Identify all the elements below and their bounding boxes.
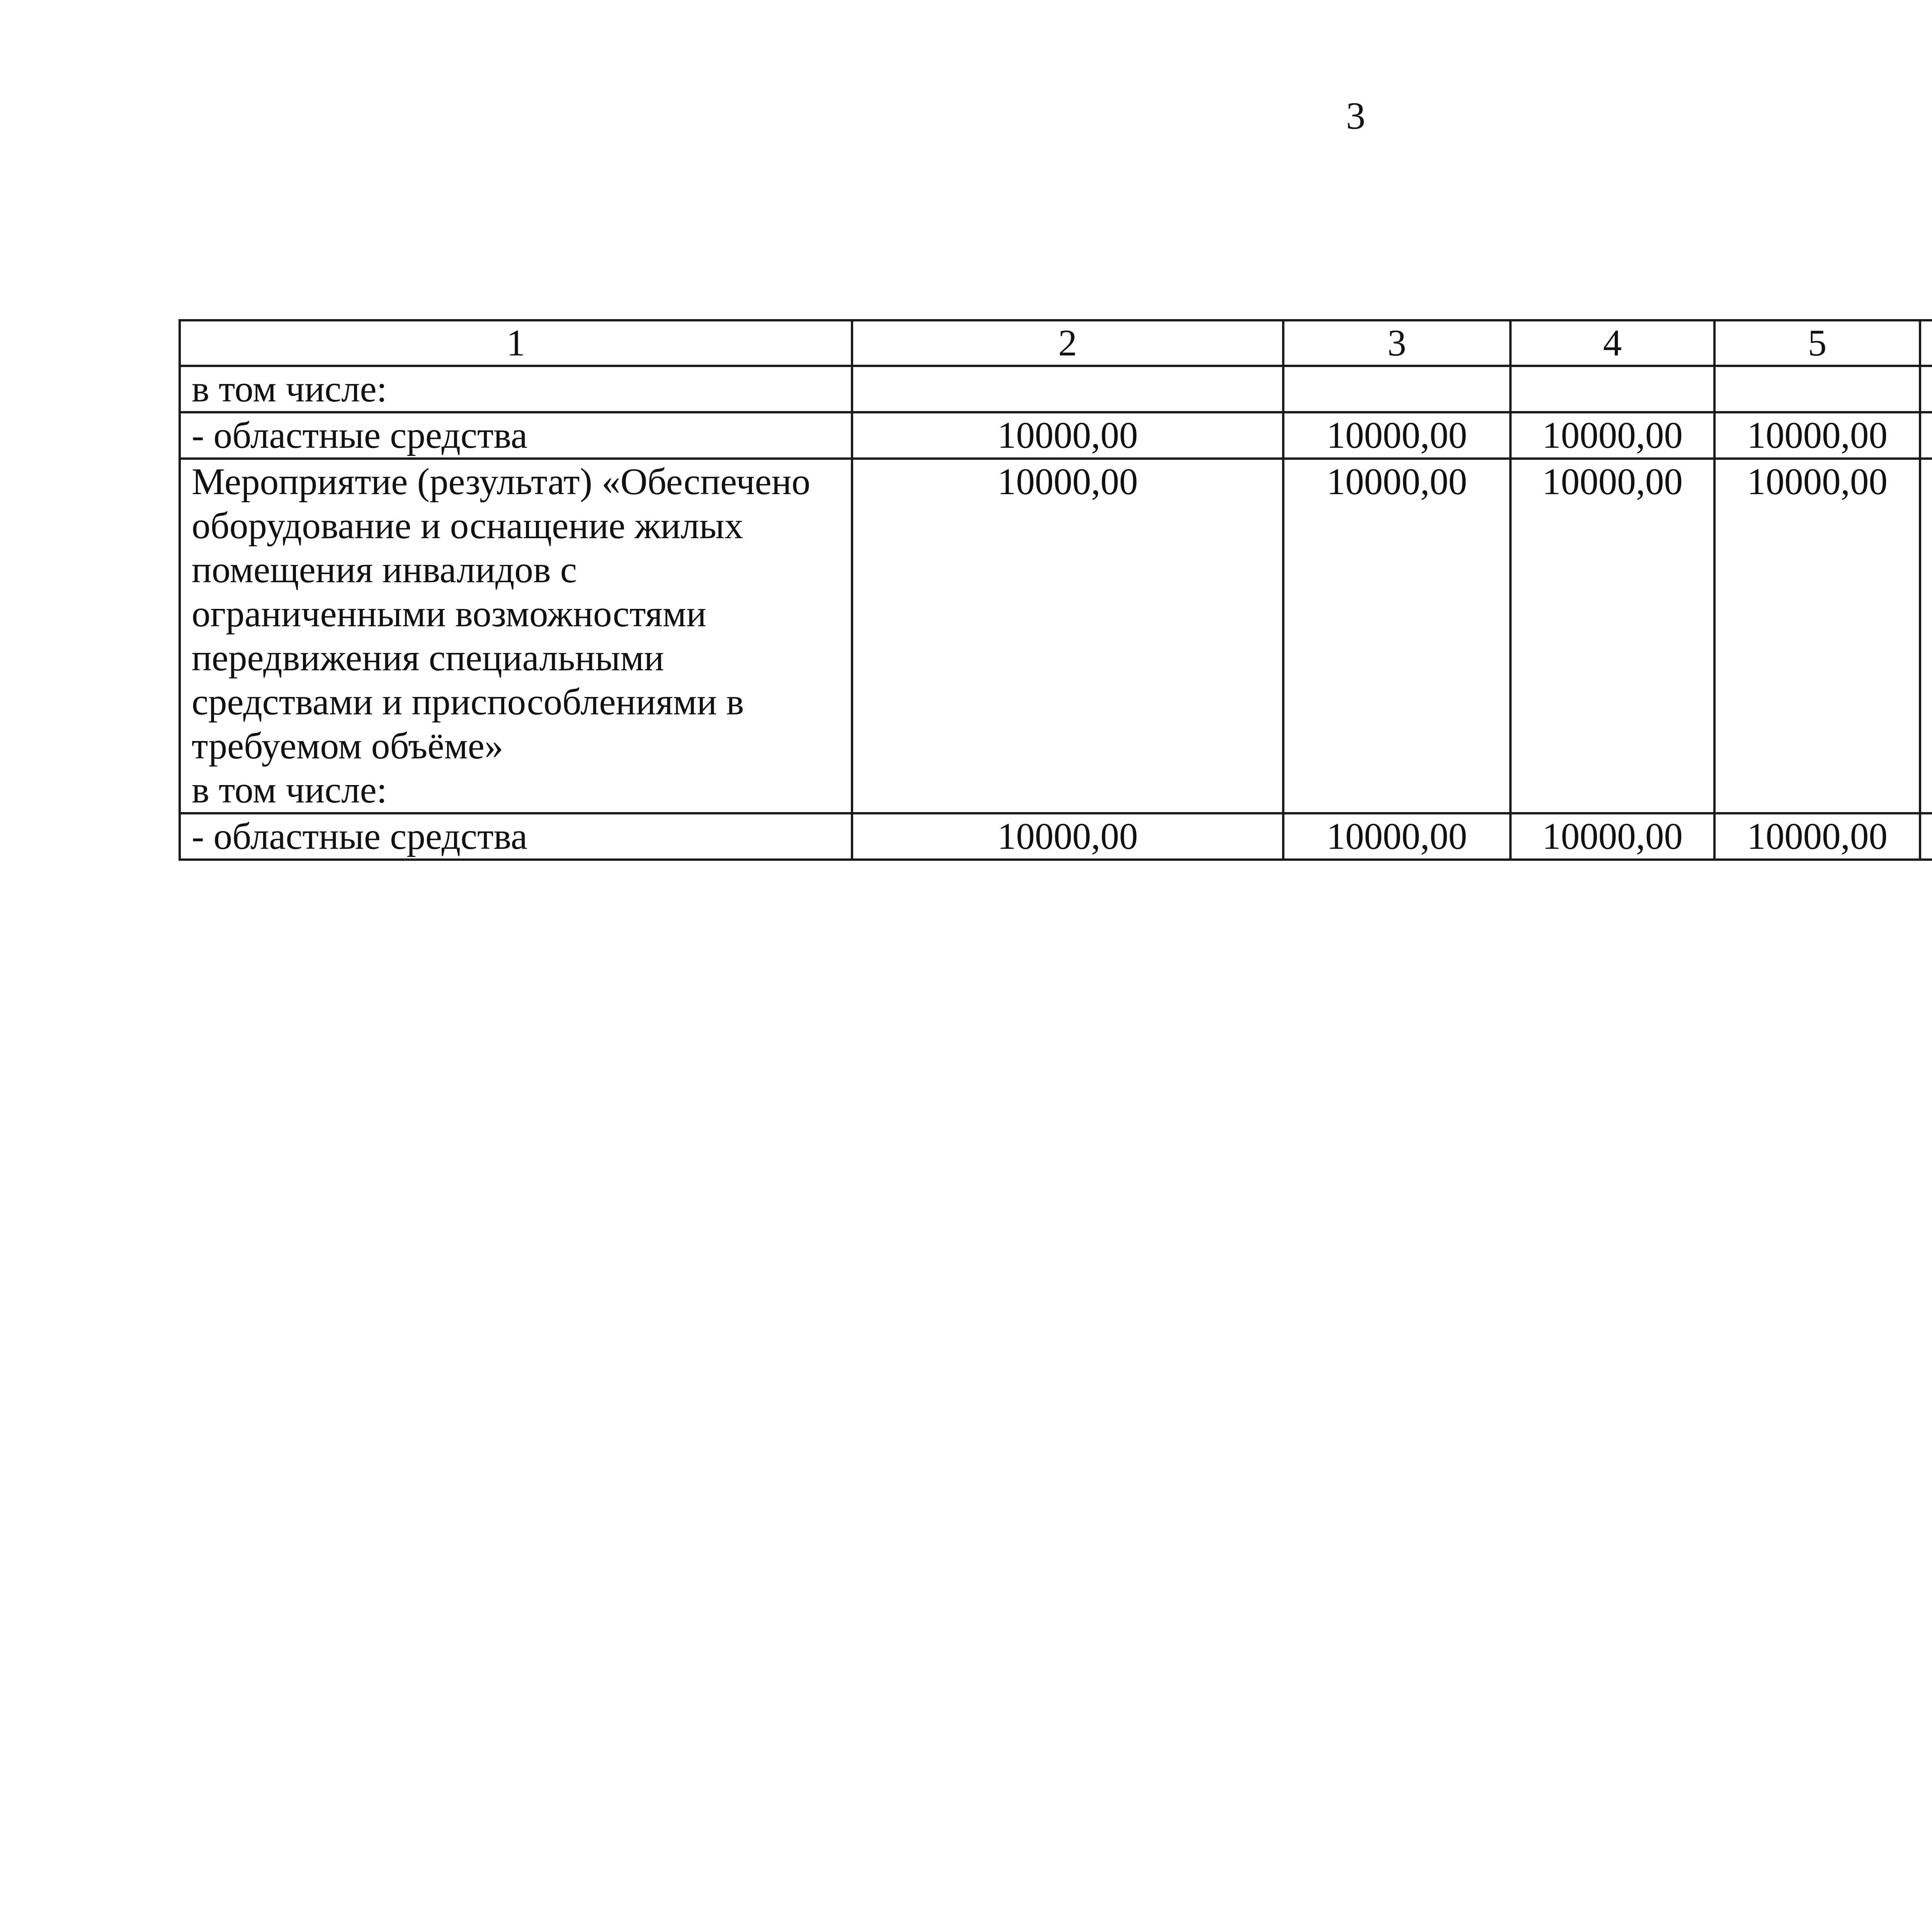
table-cell: 10000,00 <box>1510 459 1714 813</box>
row-label <box>180 412 852 459</box>
page-number: 3 <box>1346 94 1366 137</box>
table-row <box>180 412 1932 459</box>
column-header-2: 2 <box>852 320 1283 366</box>
row-label-line: - областные средства <box>192 816 527 857</box>
row-label <box>180 366 852 412</box>
row-label-line: в том числе: <box>192 769 387 811</box>
table-cell: 10000,00 <box>852 459 1283 813</box>
row-label-line: Мероприятие (результат) «Обеспечено <box>192 461 811 502</box>
table-cell <box>1920 412 1932 459</box>
row-label-line: ограниченными возможностями <box>192 593 706 634</box>
row-label <box>180 459 852 813</box>
row-label-line: помещения инвалидов с <box>192 549 577 590</box>
table-cell <box>1714 366 1920 412</box>
row-label-line: в том числе: <box>192 368 387 410</box>
table-cell <box>1283 366 1510 412</box>
table-row <box>180 459 1932 813</box>
table-cell <box>852 366 1283 412</box>
table-cell <box>1920 366 1932 412</box>
table-cell <box>1920 459 1932 813</box>
column-header-6 <box>1920 320 1932 366</box>
table-row <box>180 813 1932 860</box>
table-cell: 10000,00 <box>1714 813 1920 860</box>
row-label-line: оборудование и оснащение жилых <box>192 505 743 546</box>
table-cell: 10000,00 <box>1510 412 1714 459</box>
table-cell: 10000,00 <box>1283 813 1510 860</box>
table-cell: 10000,00 <box>1714 459 1920 813</box>
column-header-4: 4 <box>1510 320 1714 366</box>
table-cell: 10000,00 <box>852 412 1283 459</box>
row-label-line: - областные средства <box>192 415 527 456</box>
column-header-3: 3 <box>1283 320 1510 366</box>
table-cell <box>1510 366 1714 412</box>
row-label-line: требуемом объёме» <box>192 725 503 767</box>
header-row <box>180 320 1932 366</box>
row-label-line: передвижения специальными <box>192 637 664 678</box>
table-cell: 10000,00 <box>1283 412 1510 459</box>
row-label-line: средствами и приспособлениями в <box>192 681 744 722</box>
table-cell: 10000,00 <box>1714 412 1920 459</box>
column-header-5: 5 <box>1714 320 1920 366</box>
column-header-1: 1 <box>180 320 852 366</box>
table-cell: 10000,00 <box>1510 813 1714 860</box>
row-label <box>180 813 852 860</box>
budget-table <box>179 319 1932 861</box>
table-row <box>180 366 1932 412</box>
table-cell: 10000,00 <box>1283 459 1510 813</box>
table-cell: 10000,00 <box>852 813 1283 860</box>
table-cell <box>1920 813 1932 860</box>
